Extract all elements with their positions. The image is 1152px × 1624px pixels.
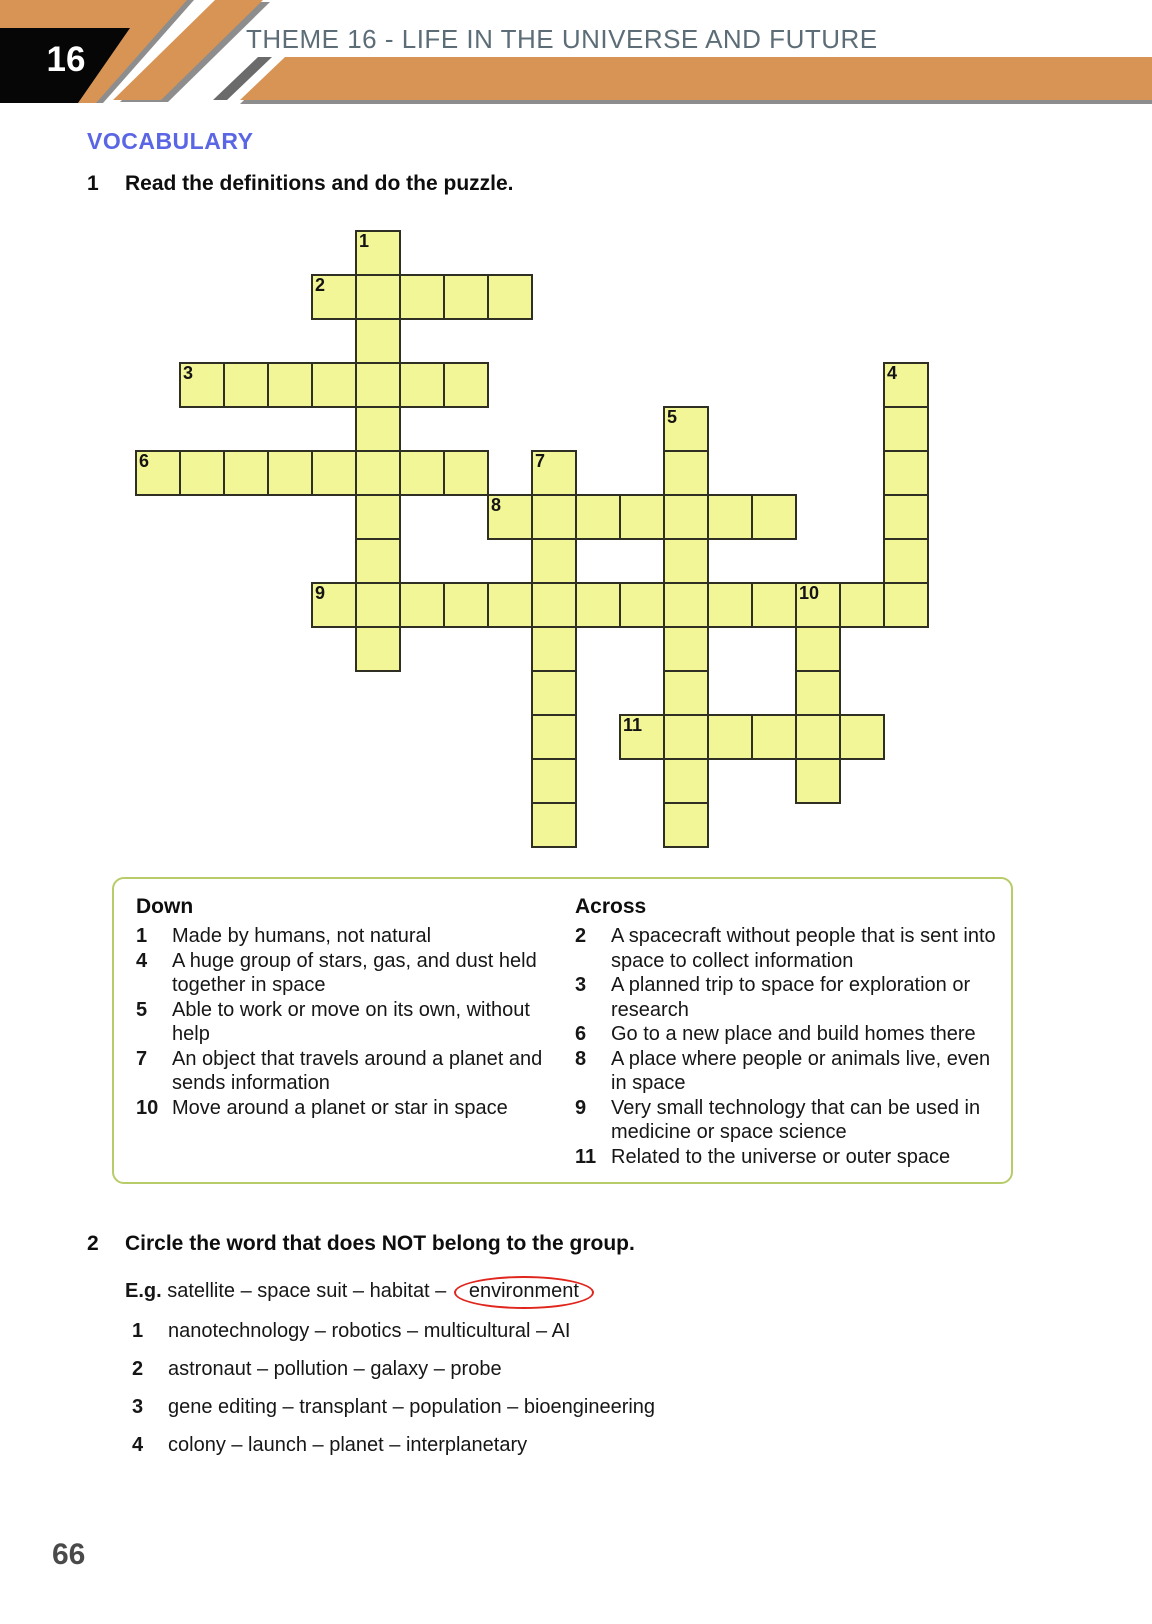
exercise2-items — [132, 1320, 832, 1472]
clue-item-text: Move around a planet or star in space — [172, 1096, 508, 1119]
clue-item-text: A spacecraft without people that is sent into space to collect information — [611, 925, 996, 972]
crossword-cell — [355, 538, 401, 584]
word-group-text: astronaut – pollution – galaxy – probe — [168, 1358, 502, 1380]
clue-number-label: 10 — [799, 583, 820, 603]
clue-item-number: 10 — [136, 1096, 159, 1119]
word-group-text: gene editing – transplant – population – bioengineering — [168, 1396, 656, 1418]
clue-item-number: 9 — [575, 1096, 587, 1119]
crossword-cell — [883, 450, 929, 496]
clue-item-text: A place where people or animals live, even in space — [611, 1047, 991, 1094]
word-group-number: 3 — [132, 1396, 144, 1418]
crossword-cell — [795, 582, 841, 628]
crossword-cell — [707, 494, 753, 540]
crossword-cell — [355, 582, 401, 628]
crossword-cell — [883, 494, 929, 540]
crossword-cell — [883, 406, 929, 452]
crossword-cell — [795, 626, 841, 672]
word-group-number: 4 — [132, 1434, 144, 1456]
clue-item-number: 6 — [575, 1023, 587, 1045]
crossword-cell — [179, 362, 225, 408]
clue-item-number: 3 — [575, 974, 587, 996]
crossword-cell — [355, 274, 401, 320]
clue-item — [136, 998, 556, 1047]
vocabulary-heading: VOCABULARY — [87, 128, 254, 154]
crossword-cell — [531, 538, 577, 584]
crossword-cell — [619, 494, 665, 540]
clue-item-text: A planned trip to space for exploration or research — [611, 974, 971, 1021]
clue-number-label: 7 — [535, 451, 546, 471]
clue-item-number: 1 — [136, 925, 148, 947]
page-number: 66 — [52, 1538, 86, 1571]
word-group-text: colony – launch – planet – interplanetary — [168, 1434, 528, 1456]
example-words: satellite – space suit – habitat – — [167, 1280, 447, 1302]
header-orange-band — [240, 57, 1152, 100]
crossword-cell — [487, 494, 533, 540]
clue-number-label: 5 — [667, 407, 678, 427]
clue-number-label: 9 — [315, 583, 326, 603]
crossword-cell — [751, 714, 797, 760]
crossword-cell — [311, 450, 357, 496]
crossword-cell — [795, 670, 841, 716]
crossword-cell — [443, 362, 489, 408]
crossword-cell — [531, 670, 577, 716]
clue-item-text: Related to the universe or outer space — [611, 1145, 951, 1168]
crossword-cell — [311, 274, 357, 320]
crossword-cell — [575, 494, 621, 540]
clue-item — [136, 1096, 556, 1121]
down-list — [136, 924, 556, 1120]
crossword-grid — [135, 230, 931, 850]
crossword-cell — [663, 538, 709, 584]
word-group-number: 2 — [132, 1358, 144, 1380]
down-heading: Down — [136, 895, 194, 918]
crossword-cell — [179, 450, 225, 496]
crossword-cell — [663, 802, 709, 848]
crossword-cell — [795, 758, 841, 804]
exercise1-instruction: Read the definitions and do the puzzle. — [125, 172, 514, 195]
crossword-cell — [135, 450, 181, 496]
word-group-number: 1 — [132, 1320, 144, 1342]
crossword-cell — [663, 758, 709, 804]
clue-number-label: 6 — [139, 451, 150, 471]
crossword-cell — [355, 406, 401, 452]
clue-item-number: 11 — [575, 1145, 597, 1168]
clue-item — [575, 973, 1000, 1022]
clue-item-number: 5 — [136, 998, 148, 1021]
crossword-cell — [531, 626, 577, 672]
page-title: THEME 16 - LIFE IN THE UNIVERSE AND FUTURE — [246, 24, 878, 54]
clue-number-label: 11 — [623, 715, 643, 735]
crossword-cell — [355, 494, 401, 540]
crossword-cell — [663, 582, 709, 628]
clue-number-label: 1 — [359, 231, 370, 251]
clue-item-text: An object that travels around a planet and sends information — [172, 1047, 543, 1094]
clue-item-number: 2 — [575, 925, 587, 947]
crossword-cell — [883, 582, 929, 628]
crossword-cell — [311, 362, 357, 408]
crossword-cell — [883, 538, 929, 584]
clue-item-text: Very small technology that can be used in medicine or space science — [611, 1096, 981, 1143]
crossword-cell — [531, 582, 577, 628]
clue-item — [136, 924, 556, 949]
crossword-cell — [619, 582, 665, 628]
clue-item — [575, 1022, 1000, 1047]
word-group-item — [132, 1434, 832, 1472]
crossword-cell — [707, 714, 753, 760]
crossword-cell — [839, 582, 885, 628]
exercise2-number: 2 — [87, 1232, 99, 1255]
crossword-cell — [399, 450, 445, 496]
crossword-cell — [223, 362, 269, 408]
example-line — [125, 1276, 594, 1309]
clue-item-number: 4 — [136, 949, 148, 972]
crossword-cell — [575, 582, 621, 628]
exercise2-instruction: Circle the word that does NOT belong to the group. — [125, 1232, 635, 1255]
down-clues-column — [136, 895, 556, 1120]
crossword-cell — [267, 450, 313, 496]
crossword-cell — [883, 362, 929, 408]
definitions-box — [112, 877, 1013, 1184]
crossword-cell — [223, 450, 269, 496]
crossword-cell — [531, 494, 577, 540]
crossword-cell — [531, 802, 577, 848]
across-heading: Across — [575, 895, 647, 918]
clue-item-text: Go to a new place and build homes there — [611, 1023, 976, 1045]
crossword-cell — [663, 626, 709, 672]
header-banner-graphic — [0, 0, 1152, 112]
clue-item — [575, 924, 1000, 973]
crossword-cell — [663, 494, 709, 540]
crossword-cell — [355, 450, 401, 496]
word-group-item — [132, 1358, 832, 1396]
clue-item-number: 7 — [136, 1047, 148, 1070]
clue-item-text: Made by humans, not natural — [172, 925, 432, 947]
crossword-cell — [355, 362, 401, 408]
crossword-cell — [311, 582, 357, 628]
crossword-cell — [443, 450, 489, 496]
crossword-cell — [795, 714, 841, 760]
clue-item — [575, 1145, 1000, 1170]
exercise1-number: 1 — [87, 172, 99, 195]
crossword-cell — [355, 318, 401, 364]
clue-item — [136, 949, 556, 998]
clue-item-text: A huge group of stars, gas, and dust held together in space — [172, 949, 537, 996]
clue-number-label: 4 — [887, 363, 898, 383]
crossword-cell — [663, 406, 709, 452]
unit-number: 16 — [46, 40, 86, 79]
circled-word: environment — [454, 1276, 594, 1309]
clue-item-number: 8 — [575, 1047, 587, 1070]
crossword-cell — [839, 714, 885, 760]
clue-item — [575, 1096, 1000, 1145]
example-label: E.g. — [125, 1280, 162, 1302]
word-group-text: nanotechnology – robotics – multicultural – AI — [168, 1320, 571, 1342]
crossword-cell — [443, 274, 489, 320]
crossword-cell — [531, 758, 577, 804]
crossword-cell — [355, 626, 401, 672]
crossword-cell — [267, 362, 313, 408]
crossword-cell — [487, 274, 533, 320]
crossword-cell — [663, 714, 709, 760]
crossword-cell — [531, 450, 577, 496]
clue-item — [136, 1047, 556, 1096]
crossword-cell — [399, 582, 445, 628]
crossword-cell — [707, 582, 753, 628]
clue-item — [575, 1047, 1000, 1096]
crossword-cell — [531, 714, 577, 760]
crossword-cell — [355, 230, 401, 276]
across-list — [575, 924, 1000, 1169]
crossword-cell — [751, 582, 797, 628]
crossword-cell — [487, 582, 533, 628]
crossword-cell — [663, 670, 709, 716]
clue-item-text: Able to work or move on its own, without help — [172, 998, 530, 1045]
crossword-cell — [751, 494, 797, 540]
crossword-cell — [619, 714, 665, 760]
across-clues-column — [575, 895, 1000, 1169]
crossword-cell — [399, 274, 445, 320]
crossword-cell — [443, 582, 489, 628]
crossword-cell — [399, 362, 445, 408]
word-group-item — [132, 1396, 832, 1434]
clue-number-label: 3 — [183, 363, 194, 383]
clue-number-label: 2 — [315, 275, 326, 295]
word-group-item — [132, 1320, 832, 1358]
clue-number-label: 8 — [491, 495, 502, 515]
crossword-cell — [663, 450, 709, 496]
